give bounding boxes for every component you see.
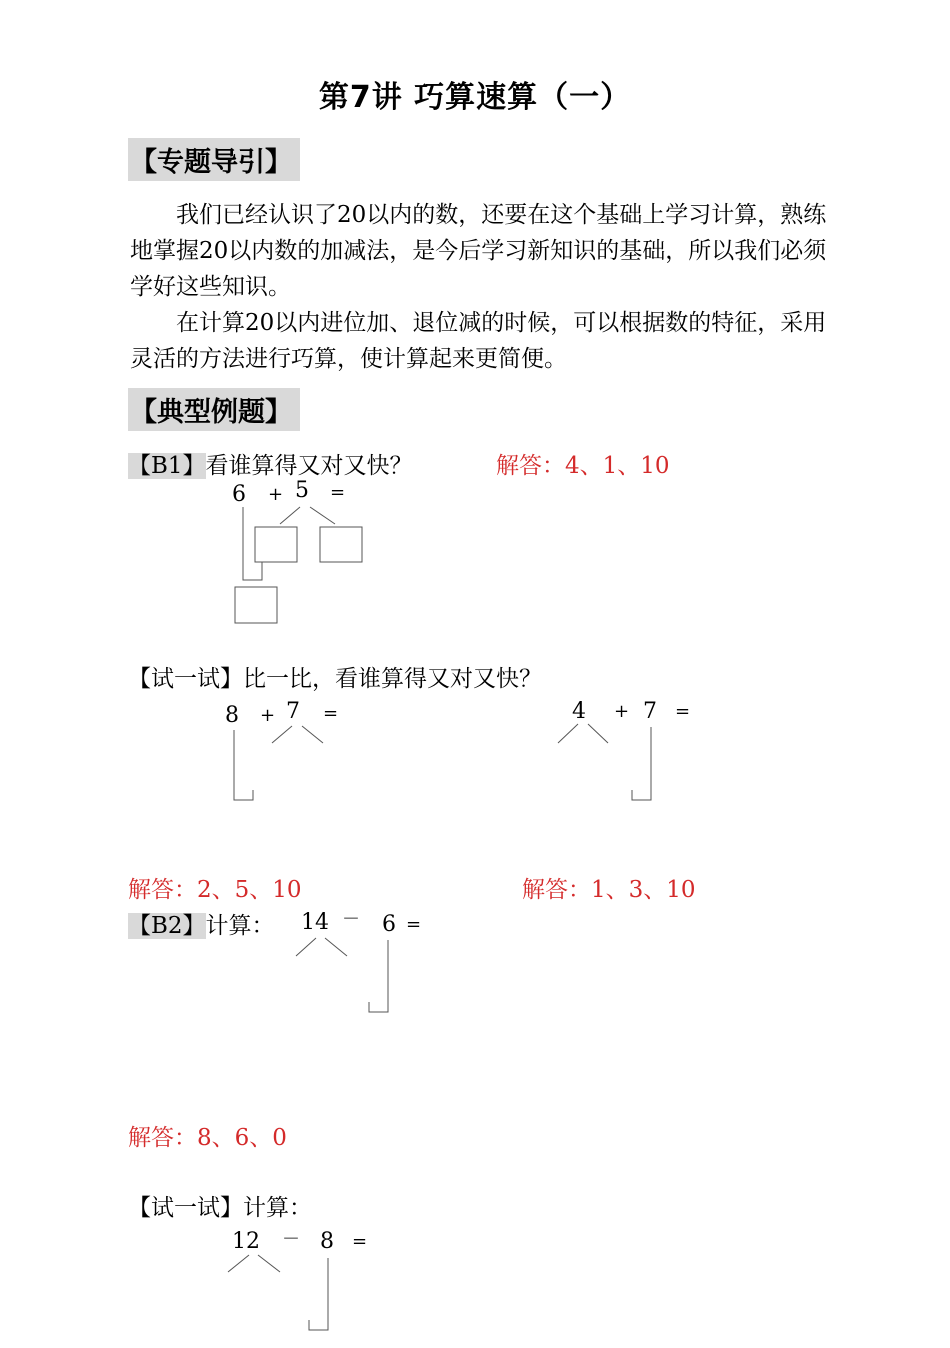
page-title: 第7讲 巧算速算（一） (318, 80, 632, 115)
try1-right-split-left (558, 724, 578, 743)
b2-tag: 【B2】 (128, 913, 206, 939)
examples-heading: 【典型例题】 (128, 388, 300, 431)
b1-operand-a: 6 (232, 482, 246, 507)
intro-heading: 【专题导引】 (128, 138, 300, 181)
try1-right-connector (632, 727, 651, 800)
b2-connector (369, 940, 388, 1012)
b1-question: 看谁算得又对又快？ (205, 453, 413, 479)
b1-answer-box-3[interactable] (235, 587, 277, 623)
b2-operand-a: 14 (301, 910, 329, 935)
b2-operand-b: 6 (382, 912, 396, 937)
try2-operator: － (282, 1229, 300, 1250)
try1-left-operand-a: 8 (225, 703, 239, 728)
try1-right-operand-b: 7 (643, 699, 657, 724)
try1-right-equals: = (675, 701, 691, 722)
b2-operator: － (342, 909, 360, 930)
try1-left-equals: = (323, 703, 339, 724)
try1-right-operand-a: 4 (572, 699, 586, 724)
try2-operand-b: 8 (320, 1229, 334, 1254)
b1-tag: 【B1】 (128, 453, 206, 479)
try2-label: 【试一试】计算： (128, 1195, 312, 1221)
b2-split-right (325, 938, 347, 956)
b2-split-left (296, 938, 316, 956)
try2-split-left (228, 1255, 249, 1272)
b1-answer-box-2[interactable] (320, 527, 362, 562)
try1-right-split-right (588, 724, 608, 743)
try1-left-split-right (302, 726, 323, 743)
try2-operand-a: 12 (232, 1229, 260, 1254)
try1-answer-right: 解答：1、3、10 (522, 877, 696, 903)
try1-label: 【试一试】比一比，看谁算得又对又快？ (128, 666, 542, 692)
try2-equals: = (352, 1231, 368, 1252)
b1-equals: = (330, 482, 346, 503)
b1-operand-b: 5 (295, 478, 309, 503)
b1-operator: + (268, 484, 284, 505)
b2-equals: = (406, 914, 422, 935)
b1-split-right (310, 507, 335, 524)
try1-left-operator: + (260, 705, 276, 726)
try2-connector (309, 1258, 328, 1330)
b1-connector (243, 507, 262, 580)
b1-split-left (280, 507, 300, 524)
b1-answer-box-1[interactable] (255, 527, 297, 562)
intro-paragraph-1: 我们已经认识了20以内的数，还要在这个基础上学习计算，熟练地掌握20以内数的加减法，是今后学习新知识的基础，所以我们必须学好这些知识。 (130, 202, 827, 300)
try1-left-operand-b: 7 (286, 699, 300, 724)
try1-left-split-left (272, 726, 292, 743)
try1-left-connector (234, 730, 253, 800)
try2-split-right (258, 1255, 280, 1272)
try1-right-operator: + (614, 701, 630, 722)
b1-answer: 解答：4、1、10 (496, 453, 670, 479)
b2-question: 计算： (205, 913, 275, 939)
b2-answer: 解答：8、6、0 (128, 1125, 287, 1151)
try1-answer-left: 解答：2、5、10 (128, 877, 302, 903)
intro-paragraph-2: 在计算20以内进位加、退位减的时候，可以根据数的特征，采用灵活的方法进行巧算，使计算起来更简便。 (130, 310, 827, 372)
